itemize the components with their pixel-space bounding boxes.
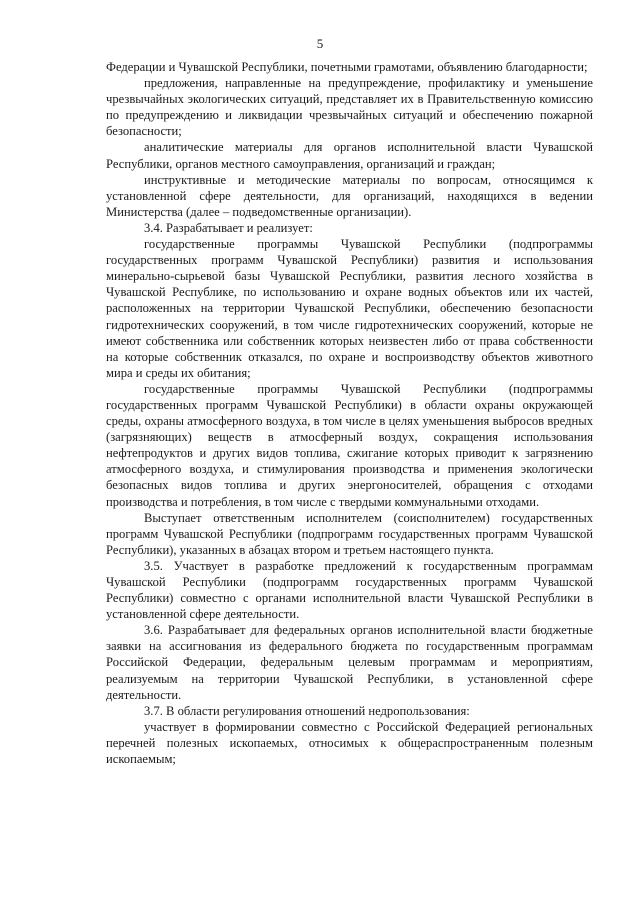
paragraph: государственные программы Чувашской Республики (подпрограммы государственных программ Чувашской Республики) в области охраны окружающей среды, охраны атмосферного воздуха, в том числе в целях уменьшения выбросов вредных (загрязняющих) веществ в атмосферный воздух, сокращения использования нефтепродуктов и других видов топлива, сжигание которых приводит к загрязнению атмосферного воздуха, и стимулирования производства и применения экологически безопасных видов топлива и других энергоносителей, обращения с отходами производства и потребления, в том числе с твердыми коммунальными отходами. <box>106 381 593 509</box>
paragraph: 3.6. Разрабатывает для федеральных органов исполнительной власти бюджетные заявки на ассигнования из федерального бюджета по государственным программам Российской Федерации, федеральным целевым программам и мероприятиям, реализуемым на территории Чувашской Республики, в установленной сфере деятельности. <box>106 623 593 702</box>
section-heading: 3.7. В области регулирования отношений недропользования: <box>144 703 470 718</box>
paragraph: аналитические материалы для органов исполнительной власти Чувашской Республики, органов местного самоуправления, организаций и граждан; <box>106 140 593 171</box>
paragraph: Федерации и Чувашской Республики, почетными грамотами, объявлению благодарности; <box>106 60 588 74</box>
paragraph: инструктивные и методические материалы по вопросам, относящимся к установленной сфере деятельности, для организаций, находящихся в ведении Министерства (далее – подведомственные организации). <box>106 172 593 219</box>
paragraph: Выступает ответственным исполнителем (соисполнителем) государственных программ Чувашской Республики (подпрограмм государственных программ Чувашской Республики), указанных в абзацах втором и третьем настоящего пункта. <box>106 510 593 557</box>
document-body <box>106 59 593 767</box>
paragraph: государственные программы Чувашской Республики (подпрограммы государственных программ Чувашской Республики) развития и использования минерально-сырьевой базы Чувашской Республики, развития лесного хозяйства в Чувашской Республике, по использованию и охране водных объектов или их частей, расположенных на территории Чувашской Республики, обеспечению безопасности гидротехнических сооружений, в том числе гидротехнических сооружений, которые не имеют собственника или собственник которых неизвестен либо от права собственности на которые собственник отказался, по охране и воспроизводству объектов животного мира и среды их обитания; <box>106 237 593 380</box>
section-heading: 3.4. Разрабатывает и реализует: <box>144 220 313 235</box>
paragraph: участвует в формировании совместно с Российской Федерацией региональных перечней полезных ископаемых, относимых к общераспространенным полезным ископаемым; <box>106 719 593 767</box>
page-number: 5 <box>316 36 324 51</box>
paragraph: предложения, направленные на предупреждение, профилактику и уменьшение чрезвычайных экологических ситуаций, представляет их в Правительственную комиссию по предупреждению и ликвидации чрезвычайных ситуаций и обеспечению пожарной безопасности; <box>106 76 593 139</box>
paragraph: 3.5. Участвует в разработке предложений к государственным программам Чувашской Республики (подпрограмм государственных программ Чувашской Республики) совместно с органами исполнительной власти Чувашской Республики в установленной сфере деятельности. <box>106 558 593 622</box>
